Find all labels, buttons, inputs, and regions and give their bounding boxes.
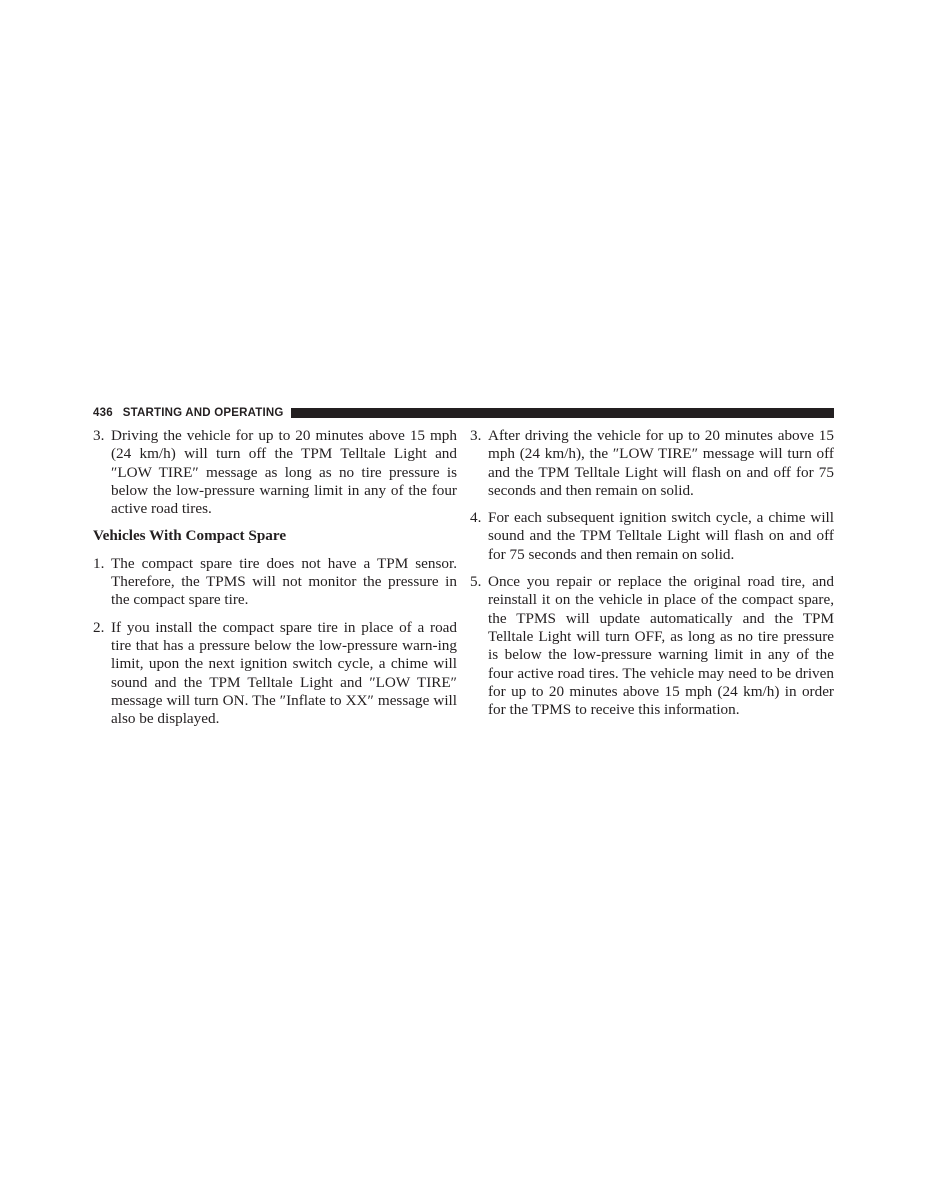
list-item-number: 4. (470, 509, 482, 527)
list-item (93, 619, 457, 729)
list-item (470, 427, 834, 500)
list-item (93, 555, 457, 610)
subheading-compact-spare: Vehicles With Compact Spare (93, 527, 287, 545)
left-column (93, 427, 457, 737)
list-item-number: 3. (93, 427, 105, 444)
list-item-number: 2. (93, 618, 105, 636)
list-item (93, 427, 457, 518)
section-title: STARTING AND OPERATING (122, 407, 284, 419)
list-item-text: For each subsequent ignition switch cycle, a chime will sound and the TPM Telltale Light will flash on and off for 75 seconds and then remain on solid. (488, 509, 834, 563)
list-item-text: The compact spare tire does not have a TPM sensor. Therefore, the TPMS will not monitor the pressure in the compact spare tire. (111, 554, 457, 609)
list-item-number: 1. (93, 554, 105, 572)
header-rule (291, 408, 834, 418)
list-item-text: Driving the vehicle for up to 20 minutes above 15 mph (24 km/h) will turn off the TPM Telltale Light and ″LOW TIRE″ message as long as no tire pressure is below the low-pressure warning limit in any of the four active road tires. (111, 427, 457, 518)
list-item-text: If you install the compact spare tire in place of a road tire that has a pressure below the low-pressure warn-ing limit, upon the next ignition switch cycle, a chime will sound and the TPM Telltale Light and ″LOW TIRE″ message will turn ON. The ″Inflate to XX″ message will also be displayed. (111, 618, 457, 728)
list-item-text: Once you repair or replace the original road tire, and reinstall it on the vehicle in place of the compact spare, the TPMS will update automatically and the TPM Telltale Light will turn OFF, as long as no tire pressure is below the low-pressure warning limit in any of the four active road tires. The vehicle may need to be driven for up to 20 minutes above 15 mph (24 km/h) in order for the TPMS to receive this information. (488, 573, 834, 719)
list-item-number: 3. (470, 427, 482, 444)
list-item-text: After driving the vehicle for up to 20 minutes above 15 mph (24 km/h), the ″LOW TIRE″ message will turn off and the TPM Telltale Light will flash on and off for 75 seconds and then remain on solid. (488, 427, 834, 499)
list-item (470, 509, 834, 564)
page-number: 436 (93, 407, 113, 419)
list-item (470, 573, 834, 719)
list-item-number: 5. (470, 573, 482, 591)
right-column (470, 427, 834, 728)
page-header (93, 405, 834, 421)
